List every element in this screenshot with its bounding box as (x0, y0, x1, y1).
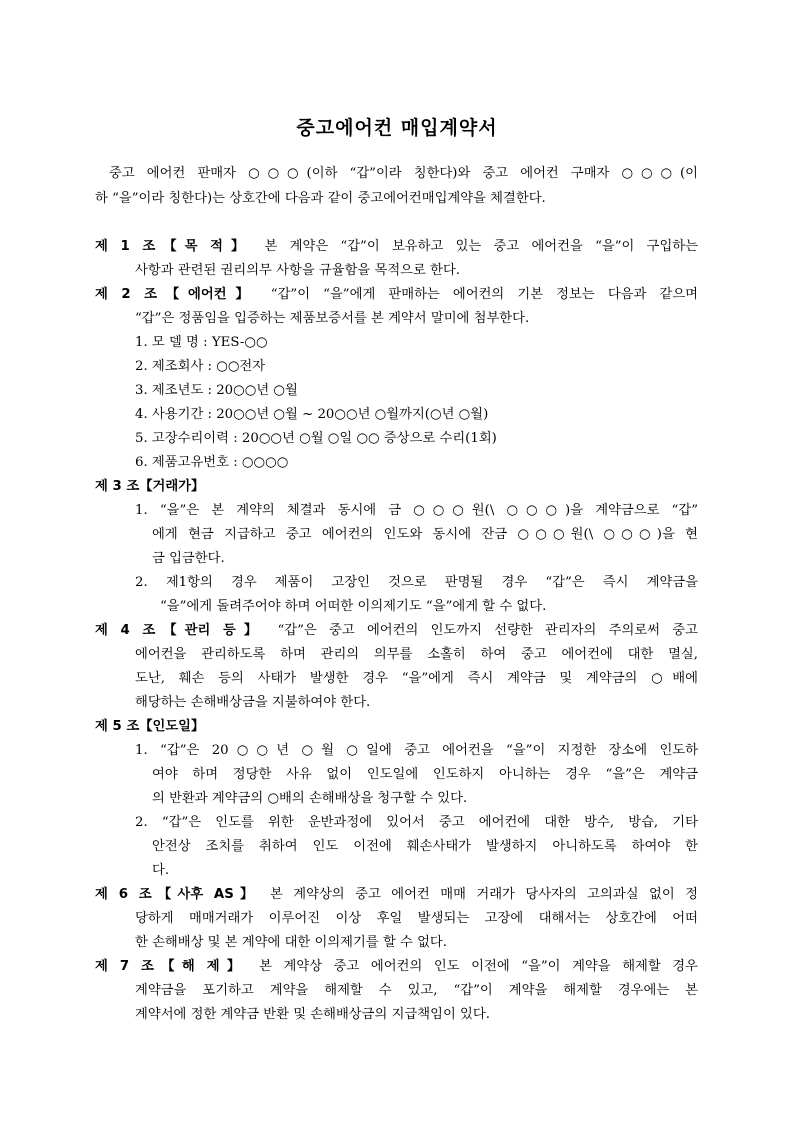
article-3-heading: 제 3 조【거래가】 (95, 479, 205, 494)
article-4-text: “갑”은 중고 에어컨의 인도까지 선량한 관리자의 주의로써 중고 (277, 623, 698, 638)
article-5-heading: 제 5 조【인도일】 (95, 719, 205, 734)
article-2-item-4: 4. 사용기간 : 20○○년 ○월 ~ 20○○년 ○월까지(○년 ○월) (135, 407, 489, 422)
article-3-item-1-line-3: 금 입금한다. (152, 551, 225, 566)
article-7-line-2: 계약금을 포기하고 계약을 해제할 수 있고, “갑”이 계약을 해제할 경우에는 본 (135, 983, 698, 998)
article-7-line-3: 계약서에 정한 계약금 반환 및 손해배상금의 지급책임이 있다. (135, 1007, 490, 1022)
article-5-item-2-line-1: 2. “갑”은 인도를 위한 운반과정에 있어서 중고 에어컨에 대한 방수, 방습, 기타 (135, 815, 698, 830)
article-2-item-6: 6. 제품고유번호 : ○○○○ (135, 455, 289, 470)
article-2-item-5: 5. 고장수리이력 : 20○○년 ○월 ○일 ○○ 증상으로 수리(1회) (135, 431, 497, 446)
article-6-line-3: 한 손해배상 및 본 계약에 대한 이의제기를 할 수 없다. (135, 935, 448, 950)
article-3-item-2-line-1: 2. 제1항의 경우 제품이 고장인 것으로 판명될 경우 “갑”은 즉시 계약금을 (135, 575, 698, 590)
article-2-line-2: “갑”은 정품임을 입증하는 제품보증서를 본 계약서 말미에 첨부한다. (135, 311, 530, 326)
article-4-line-4: 해당하는 손해배상금을 지불하여야 한다. (135, 695, 371, 710)
article-5-item-2-line-3: 다. (152, 863, 170, 878)
article-5-item-1-line-1: 1. “갑”은 20○○년 ○월 ○일에 중고 에어컨을 “을”이 지정한 장소에 인도하 (135, 743, 698, 758)
article-1-line-2: 사항과 관련된 권리의무 사항을 규율함을 목적으로 한다. (135, 263, 461, 278)
article-2-text: “갑”이 “을”에게 판매하는 에어컨의 기본 정보는 다음과 같으며 (270, 287, 699, 302)
article-1-line-1 (95, 238, 698, 256)
article-2-item-2: 2. 제조회사 : ○○전자 (135, 359, 266, 374)
intro-line-1: 중고 에어컨 판매자 ○○○(이하 “갑”이라 칭한다)와 중고 에어컨 구매자 ○○○(이 (109, 166, 698, 181)
document-title: 중고에어컨 매입계약서 (296, 117, 498, 139)
article-6-line-2: 당하게 매매거래가 이루어진 이상 후일 발생되는 고장에 대해서는 상호간에 어떠 (135, 911, 698, 926)
article-7-line-1 (95, 958, 698, 976)
article-6-heading: 제 6 조【사후 AS】 (95, 887, 260, 902)
article-2-line-1 (95, 286, 698, 304)
article-5-item-1-line-3: 의 반환과 계약금의 ○배의 손해배상을 청구할 수 있다. (152, 791, 468, 806)
article-1-text: 본 계약은 “갑”이 보유하고 있는 중고 에어컨을 “을”이 구입하는 (264, 239, 698, 254)
article-3-item-2-line-2: “을”에게 돌려주어야 하며 어떠한 이의제기도 “을”에게 할 수 없다. (160, 599, 547, 614)
article-6-line-1 (95, 886, 698, 904)
article-4-line-1 (95, 622, 698, 640)
article-4-line-3: 도난, 훼손 등의 사태가 발생한 경우 “을”에게 즉시 계약금 및 계약금의 ○배에 (135, 671, 698, 686)
article-2-item-1: 1. 모 델 명 : YES-○○ (135, 335, 268, 350)
article-7-heading: 제 7 조【해 제】 (95, 959, 248, 974)
article-5-item-1-line-2: 여야 하며 정당한 사유 없이 인도일에 인도하지 아니하는 경우 “을”은 계약금 (152, 767, 698, 782)
intro-line-2: 하 “을”이라 칭한다)는 상호간에 다음과 같이 중고에어컨매입계약을 체결한다. (95, 191, 546, 206)
article-3-item-1-line-1: 1. “을”은 본 계약의 체결과 동시에 금 ○○○원(\ ○○○)을 계약금으로 “갑” (135, 503, 698, 518)
article-1-heading: 제 1 조【목 적】 (95, 239, 253, 254)
article-5-item-2-line-2: 안전상 조치를 취하여 인도 이전에 훼손사태가 발생하지 아니하도록 하여야 한 (152, 839, 698, 854)
article-3-item-1-line-2: 에게 현금 지급하고 중고 에어컨의 인도와 동시에 잔금 ○○○원(\ ○○○)을 현 (152, 527, 698, 542)
article-6-text: 본 계약상의 중고 에어컨 매매 거래가 당사자의 고의과실 없이 정 (269, 887, 698, 902)
article-4-heading: 제 4 조【관리 등】 (95, 623, 266, 638)
article-2-heading: 제 2 조【에어컨】 (95, 287, 258, 302)
article-4-line-2: 에어컨을 관리하도록 하며 관리의 의무를 소홀히 하여 중고 에어컨에 대한 멸실, (135, 647, 698, 662)
article-2-item-3: 3. 제조년도 : 20○○년 ○월 (135, 383, 298, 398)
article-7-text: 본 계약상 중고 에어컨의 인도 이전에 “을”이 계약을 해제할 경우 (259, 959, 698, 974)
